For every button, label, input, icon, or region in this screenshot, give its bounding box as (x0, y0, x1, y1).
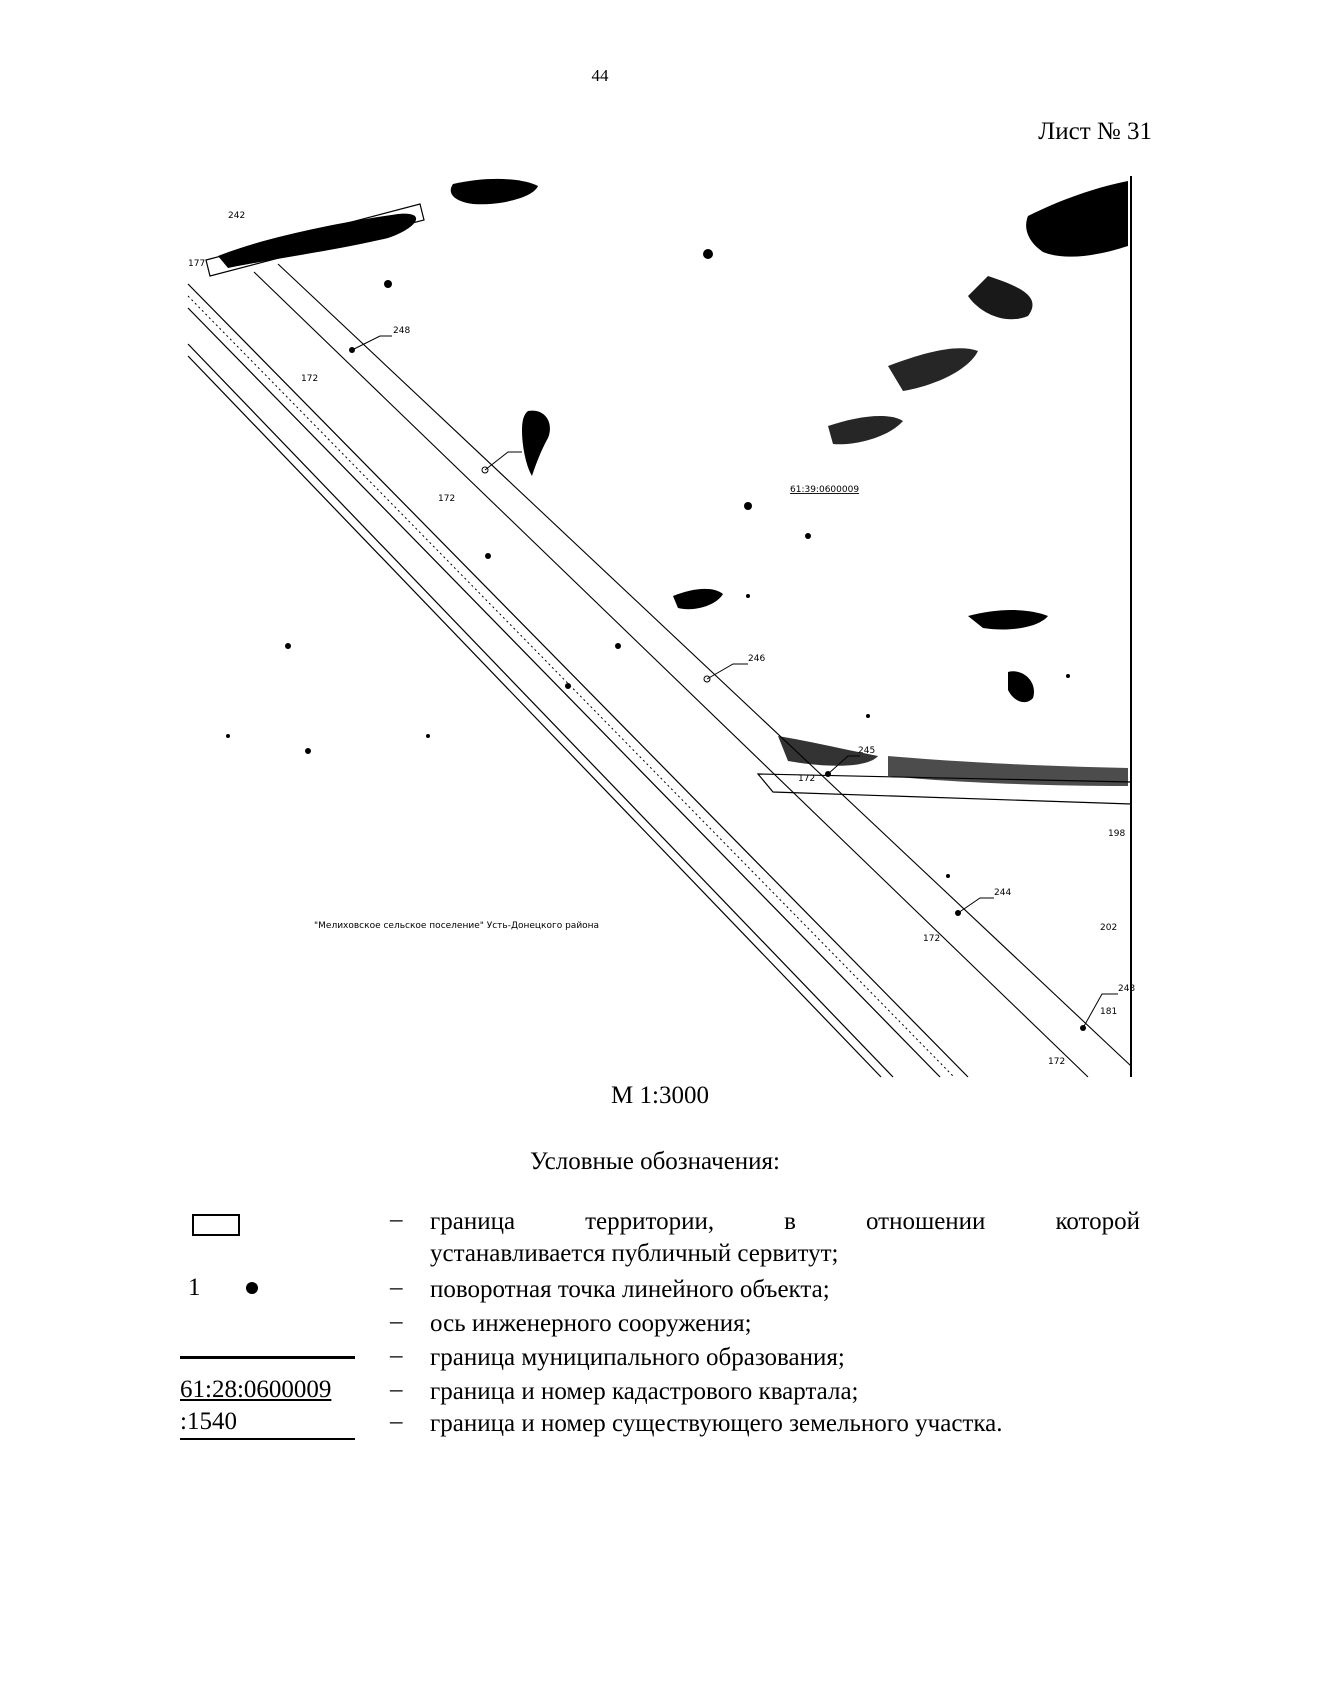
legend-description: граница и номер кадастрового квартала; (430, 1378, 859, 1405)
parcel-label: 172 (923, 934, 941, 944)
legend-symbol-quarter-number: 61:28:0600009 (180, 1376, 332, 1403)
servitude-boundary-lines (254, 264, 1131, 1077)
legend-description: граница территории, в отношении которой устанавливается публичный сервитут; (430, 1208, 1140, 1267)
point-label: 247 (523, 442, 541, 452)
map-labels (188, 211, 1135, 1067)
point-label: 246 (748, 654, 766, 664)
boundary-lines (188, 284, 968, 1077)
legend-description: граница и номер существующего земельного участка. (430, 1410, 1003, 1437)
legend-symbol-rectangle (180, 1206, 355, 1243)
cadastral-map (188, 176, 1136, 1077)
legend-dash: – (390, 1342, 403, 1369)
terrain-specks (226, 249, 1070, 878)
point-label: 245 (858, 746, 876, 756)
point-label: 248 (393, 326, 411, 336)
dot-icon (246, 1282, 258, 1294)
page-number: 44 (591, 66, 609, 85)
axis-lines (188, 296, 954, 1077)
parcel-label: 172 (1048, 1057, 1066, 1067)
legend-title: Условные обозначения: (529, 1148, 781, 1175)
legend-row-land-plot (180, 1408, 1140, 1442)
parcel-label: 172 (438, 494, 456, 504)
settlement-boundary-caption: "Мелиховское сельское поселение" Усть-Донецкого района (314, 921, 600, 931)
legend-dash: – (390, 1376, 403, 1403)
point-label: 244 (994, 888, 1012, 898)
legend-symbol-plot-number: :1540 (180, 1408, 355, 1440)
legend-row-municipal-boundary (180, 1342, 1140, 1376)
point-label: 243 (1118, 984, 1136, 994)
sheet-title: Лист № 31 (1038, 118, 1152, 145)
parcel-label: 202 (1100, 923, 1118, 933)
legend-dash: – (390, 1206, 403, 1233)
parcel-label: 172 (301, 374, 319, 384)
map-scale: М 1:3000 (611, 1082, 709, 1109)
point-label: 242 (228, 211, 246, 221)
legend-row-cadastral-quarter (180, 1376, 1140, 1408)
legend-row-axis (180, 1308, 1140, 1342)
legend-dash: – (390, 1408, 403, 1435)
parcel-label: 198 (1108, 829, 1126, 839)
legend-description: поворотная точка линейного объекта; (430, 1276, 830, 1303)
legend-description: ось инженерного сооружения; (430, 1310, 752, 1337)
parcel-label: 177 (188, 259, 206, 269)
terrain-patches (218, 179, 1128, 786)
parcel-label: 181 (1100, 1007, 1118, 1017)
parcel-label: 172 (798, 774, 816, 784)
legend-row-turning-point: 1 – поворотная точка линейного объекта; (180, 1274, 1140, 1308)
legend (180, 1206, 1140, 1442)
legend-dash: – (390, 1308, 403, 1335)
cadastral-quarter-label: 61:39:0600009 (790, 485, 860, 495)
legend-dash: – (390, 1274, 403, 1301)
legend-row-servitude (180, 1206, 1140, 1274)
legend-description: граница муниципального образования; (430, 1344, 845, 1371)
